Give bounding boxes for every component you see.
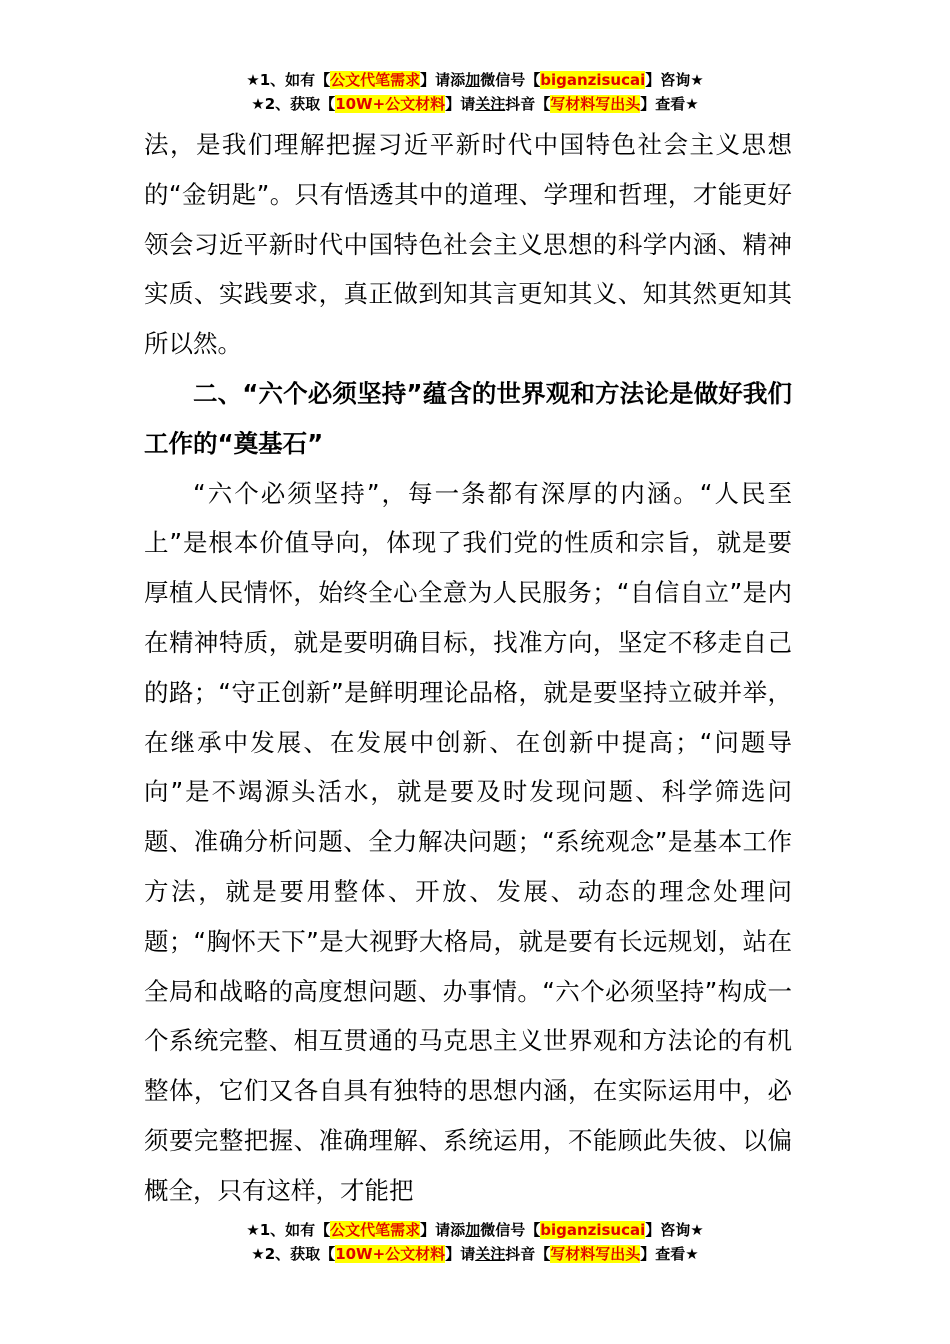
banner-line-1 bbox=[0, 68, 950, 92]
banner-underlined: 关注 bbox=[475, 95, 506, 113]
banner-highlight-douyin: 写材料写出头 bbox=[550, 1245, 641, 1263]
banner-text: 】请 bbox=[445, 95, 476, 113]
banner-text: 】请 bbox=[445, 1245, 476, 1263]
document-body bbox=[144, 120, 792, 1216]
banner-text: 抖音【 bbox=[505, 1245, 551, 1263]
banner-line-2 bbox=[0, 92, 950, 116]
banner-highlight: 10W+公文材料 bbox=[335, 1245, 446, 1263]
section-heading: 二、“六个必须坚持”蕴含的世界观和方法论是做好我们工作的“奠基石” bbox=[144, 378, 792, 458]
footer-banner bbox=[0, 1218, 950, 1266]
banner-text: 微信号【 bbox=[480, 71, 541, 89]
banner-text: 】请添 bbox=[420, 71, 466, 89]
banner-line-2 bbox=[0, 1242, 950, 1266]
banner-highlight-wechat-id: biganzisucai bbox=[540, 71, 646, 89]
banner-text: 抖音【 bbox=[505, 95, 551, 113]
banner-text: 】查看★ bbox=[640, 1245, 699, 1263]
banner-text: ★2、获取【 bbox=[251, 1245, 336, 1263]
banner-underlined: 加 bbox=[465, 71, 481, 89]
banner-highlight: 公文代笔需求 bbox=[330, 1221, 421, 1239]
banner-text: 】查看★ bbox=[640, 95, 699, 113]
banner-line-1 bbox=[0, 1218, 950, 1242]
banner-text: ★1、如有【 bbox=[246, 1221, 331, 1239]
banner-underlined: 加 bbox=[465, 1221, 481, 1239]
banner-text: ★1、如有【 bbox=[246, 71, 331, 89]
banner-highlight-wechat-id: biganzisucai bbox=[540, 1221, 646, 1239]
banner-highlight: 10W+公文材料 bbox=[335, 95, 446, 113]
header-banner bbox=[0, 68, 950, 116]
banner-underlined: 关注 bbox=[475, 1245, 506, 1263]
banner-text: 】请添 bbox=[420, 1221, 466, 1239]
banner-text: 微信号【 bbox=[480, 1221, 541, 1239]
paragraph-body: “六个必须坚持”，每一条都有深厚的内涵。“人民至上”是根本价值导向，体现了我们党的性质和宗旨，就是要厚植人民情怀，始终全心全意为人民服务；“自信自立”是内在精神特质，就是要明确目标，找准方向，坚定不移走自己的路；“守正创新”是鲜明理论品格，就是要坚持立破并举，在继承中发展、在发展中创新、在创新中提高；“问题导向”是不竭源头活水，就是要及时发现问题、科学筛选问题、准确分析问题、全力解决问题；“系统观念”是基本工作方法，就是要用整体、开放、发展、动态的理念处理问题；“胸怀天下”是大视野大格局，就是要有长远规划，站在全局和战略的高度想问题、办事情。“六个必须坚持”构成一个系统完整、相互贯通的马克思主义世界观和方法论的有机整体，它们又各自具有独特的思想内涵，在实际运用中，必须要完整把握、准确理解、系统运用，不能顾此失彼、以偏概全，只有这样，才能把 bbox=[144, 478, 792, 1205]
banner-text: 】咨询★ bbox=[645, 71, 704, 89]
paragraph-continuation: 法，是我们理解把握习近平新时代中国特色社会主义思想的“金钥匙”。只有悟透其中的道理、学理和哲理，才能更好领会习近平新时代中国特色社会主义思想的科学内涵、精神实质、实践要求，真正做到知其言更知其义、知其然更知其所以然。 bbox=[144, 130, 792, 359]
banner-highlight-douyin: 写材料写出头 bbox=[550, 95, 641, 113]
banner-highlight: 公文代笔需求 bbox=[330, 71, 421, 89]
banner-text: ★2、获取【 bbox=[251, 95, 336, 113]
banner-text: 】咨询★ bbox=[645, 1221, 704, 1239]
